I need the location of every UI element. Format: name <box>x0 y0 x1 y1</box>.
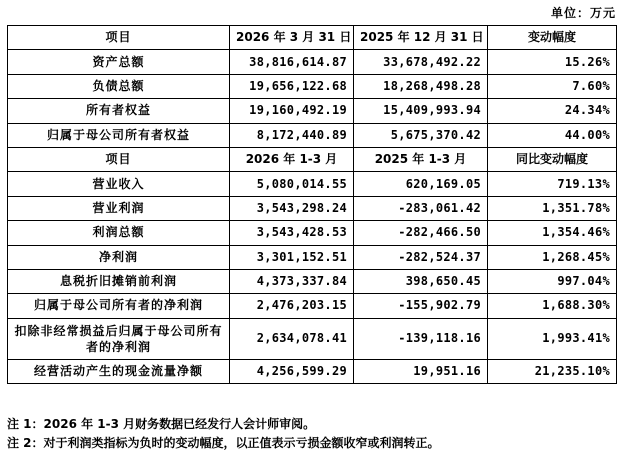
value-current: 8,172,440.89 <box>230 123 354 147</box>
header-cell-date-current: 2026 年 3 月 31 日 <box>230 26 354 50</box>
row-label: 扣除非经常损益后归属于母公司所有者的净利润 <box>14 323 223 354</box>
table-row <box>8 221 617 245</box>
value-prior: -282,466.50 <box>354 221 488 245</box>
table-row <box>8 74 617 98</box>
value-prior: 19,951.16 <box>354 359 488 383</box>
value-current: 3,543,428.53 <box>230 221 354 245</box>
value-current: 3,543,298.24 <box>230 196 354 220</box>
value-current: 2,476,203.15 <box>230 294 354 318</box>
table-row <box>8 50 617 74</box>
table-row <box>8 99 617 123</box>
value-current: 2,634,078.41 <box>230 318 354 359</box>
value-change: 1,351.78% <box>488 196 617 220</box>
header-cell-period-current: 2026 年 1-3 月 <box>230 147 354 171</box>
value-current: 4,373,337.84 <box>230 269 354 293</box>
value-current: 4,256,599.29 <box>230 359 354 383</box>
header-cell-change: 变动幅度 <box>488 26 617 50</box>
unit-label: 单位：万元 <box>550 6 616 20</box>
header-cell-date-prior: 2025 年 12 月 31 日 <box>354 26 488 50</box>
value-prior: 5,675,370.42 <box>354 123 488 147</box>
row-label: 资产总额 <box>8 50 230 74</box>
value-change: 1,688.30% <box>488 294 617 318</box>
footnote-2: 注 2：对于利润类指标为负时的变动幅度，以正值表示亏损金额收窄或利润转正。 <box>7 436 440 450</box>
value-change: 24.34% <box>488 99 617 123</box>
value-current: 5,080,014.55 <box>230 172 354 196</box>
header-cell-item: 项目 <box>8 26 230 50</box>
financial-table <box>7 25 617 384</box>
row-label: 利润总额 <box>8 221 230 245</box>
value-prior: -155,902.79 <box>354 294 488 318</box>
value-prior: 18,268,498.28 <box>354 74 488 98</box>
footnotes <box>7 415 440 453</box>
table-row <box>8 172 617 196</box>
row-label: 息税折旧摊销前利润 <box>8 269 230 293</box>
income-header-row <box>8 147 617 171</box>
value-prior: 620,169.05 <box>354 172 488 196</box>
header-cell-yoy-change: 同比变动幅度 <box>488 147 617 171</box>
header-cell-period-prior: 2025 年 1-3 月 <box>354 147 488 171</box>
value-current: 3,301,152.51 <box>230 245 354 269</box>
value-prior: -139,118.16 <box>354 318 488 359</box>
value-change: 1,993.41% <box>488 318 617 359</box>
footnote-1: 注 1：2026 年 1-3 月财务数据已经发行人会计师审阅。 <box>7 417 316 431</box>
value-prior: 33,678,492.22 <box>354 50 488 74</box>
value-prior: -283,061.42 <box>354 196 488 220</box>
row-label-cell <box>8 318 230 359</box>
table-row <box>8 196 617 220</box>
value-prior: 398,650.45 <box>354 269 488 293</box>
value-change: 44.00% <box>488 123 617 147</box>
value-change: 1,268.45% <box>488 245 617 269</box>
value-current: 19,656,122.68 <box>230 74 354 98</box>
value-change: 15.26% <box>488 50 617 74</box>
table-row <box>8 359 617 383</box>
value-change: 1,354.46% <box>488 221 617 245</box>
row-label: 经营活动产生的现金流量净额 <box>8 359 230 383</box>
value-change: 7.60% <box>488 74 617 98</box>
value-change: 21,235.10% <box>488 359 617 383</box>
header-cell-item: 项目 <box>8 147 230 171</box>
value-prior: 15,409,993.94 <box>354 99 488 123</box>
row-label: 所有者权益 <box>8 99 230 123</box>
table-row <box>8 123 617 147</box>
value-current: 38,816,614.87 <box>230 50 354 74</box>
value-change: 997.04% <box>488 269 617 293</box>
table-row <box>8 245 617 269</box>
row-label: 归属于母公司所有者的净利润 <box>8 294 230 318</box>
balance-header-row <box>8 26 617 50</box>
table-row <box>8 269 617 293</box>
row-label: 营业收入 <box>8 172 230 196</box>
row-label: 归属于母公司所有者权益 <box>8 123 230 147</box>
value-prior: -282,524.37 <box>354 245 488 269</box>
value-current: 19,160,492.19 <box>230 99 354 123</box>
row-label: 营业利润 <box>8 196 230 220</box>
table-row <box>8 294 617 318</box>
row-label: 净利润 <box>8 245 230 269</box>
table-row <box>8 318 617 359</box>
value-change: 719.13% <box>488 172 617 196</box>
row-label: 负债总额 <box>8 74 230 98</box>
